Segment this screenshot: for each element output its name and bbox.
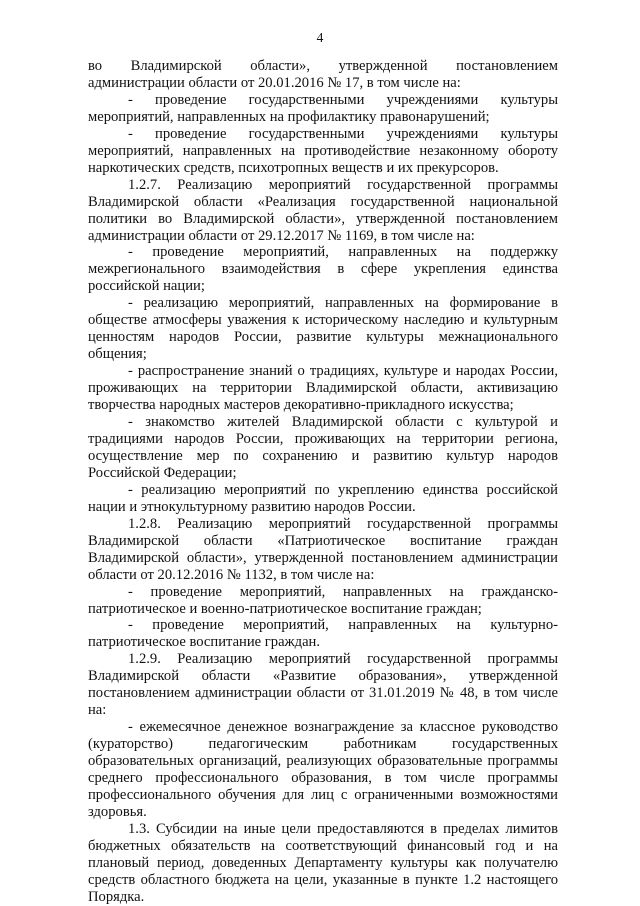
list-item-interregional: - проведение мероприятий, направленных на поддержку межрегионального взаимодействия в сфере укрепления единства российской нации; [88, 244, 558, 295]
list-item-civic-patriotic: - проведение мероприятий, направленных на гражданско-патриотическое и военно-патриотическое воспитание граждан; [88, 583, 558, 617]
section-1-3: 1.3. Субсидии на иные цели предоставляются в пределах лимитов бюджетных обязательств на соответствующий финансовый год и на плановый период, доведенных Департаменту культуры как получателю средств областного бюджета на цели, указанные в пункте 1.2 настоящего Порядка. [88, 820, 558, 905]
section-1-2-7: 1.2.7. Реализацию мероприятий государственной программы Владимирской области «Реализация государственной национальной политики во Владимирской области», утвержденной постановлением администрации области от 29.12.2017 № 1169, в том числе на: [88, 176, 558, 244]
page-number: 4 [316, 30, 324, 45]
list-item-acquaintance: - знакомство жителей Владимирской области с культурой и традициями народов России, проживающих на территории региона, осуществление мер по сохранению и развитию культур народов Российской Федерации; [88, 414, 558, 481]
list-item-prevention-offenses: - проведение государственными учреждениями культуры мероприятий, направленных на профилактику правонарушений; [88, 91, 558, 125]
paragraph-continuation: во Владимирской области», утвержденной постановлением администрации области от 20.01.2016 № 17, в том числе на: [88, 58, 558, 91]
list-item-traditions: - распространение знаний о традициях, культуре и народах России, проживающих на территории Владимирской области, активизацию творчества народных мастеров декоративно-прикладного искусства; [88, 363, 558, 414]
section-1-2-8: 1.2.8. Реализацию мероприятий государственной программы Владимирской области «Патриотическое воспитание граждан Владимирской области», утвержденной постановлением администрации области от 20.12.2016 № 1132, в том числе на: [88, 515, 558, 583]
section-1-2-9: 1.2.9. Реализацию мероприятий государственной программы Владимирской области «Развитие образования», утвержденной постановлением администрации области от 31.01.2019 № 48, в том числе на: [88, 651, 558, 719]
document-body [88, 58, 558, 906]
list-item-monthly-reward: - ежемесячное денежное вознаграждение за классное руководство (кураторство) педагогическим работникам государственных образовательных организаций, реализующих образовательные программы среднего профессионального образования, в том числе программы профессионального обучения для лиц с ограниченными возможностями здоровья. [88, 719, 558, 820]
list-item-heritage: - реализацию мероприятий, направленных на формирование в обществе атмосферы уважения к историческому наследию и культурным ценностям народов России, развитие культуры межнационального общения; [88, 295, 558, 363]
list-item-cultural-patriotic: - проведение мероприятий, направленных на культурно-патриотическое воспитание граждан. [88, 617, 558, 651]
list-item-unity: - реализацию мероприятий по укреплению единства российской нации и этнокультурному развитию народов России. [88, 481, 558, 515]
list-item-anti-drug: - проведение государственными учреждениями культуры мероприятий, направленных на противодействие незаконному обороту наркотических средств, психотропных веществ и их прекурсоров. [88, 125, 558, 176]
